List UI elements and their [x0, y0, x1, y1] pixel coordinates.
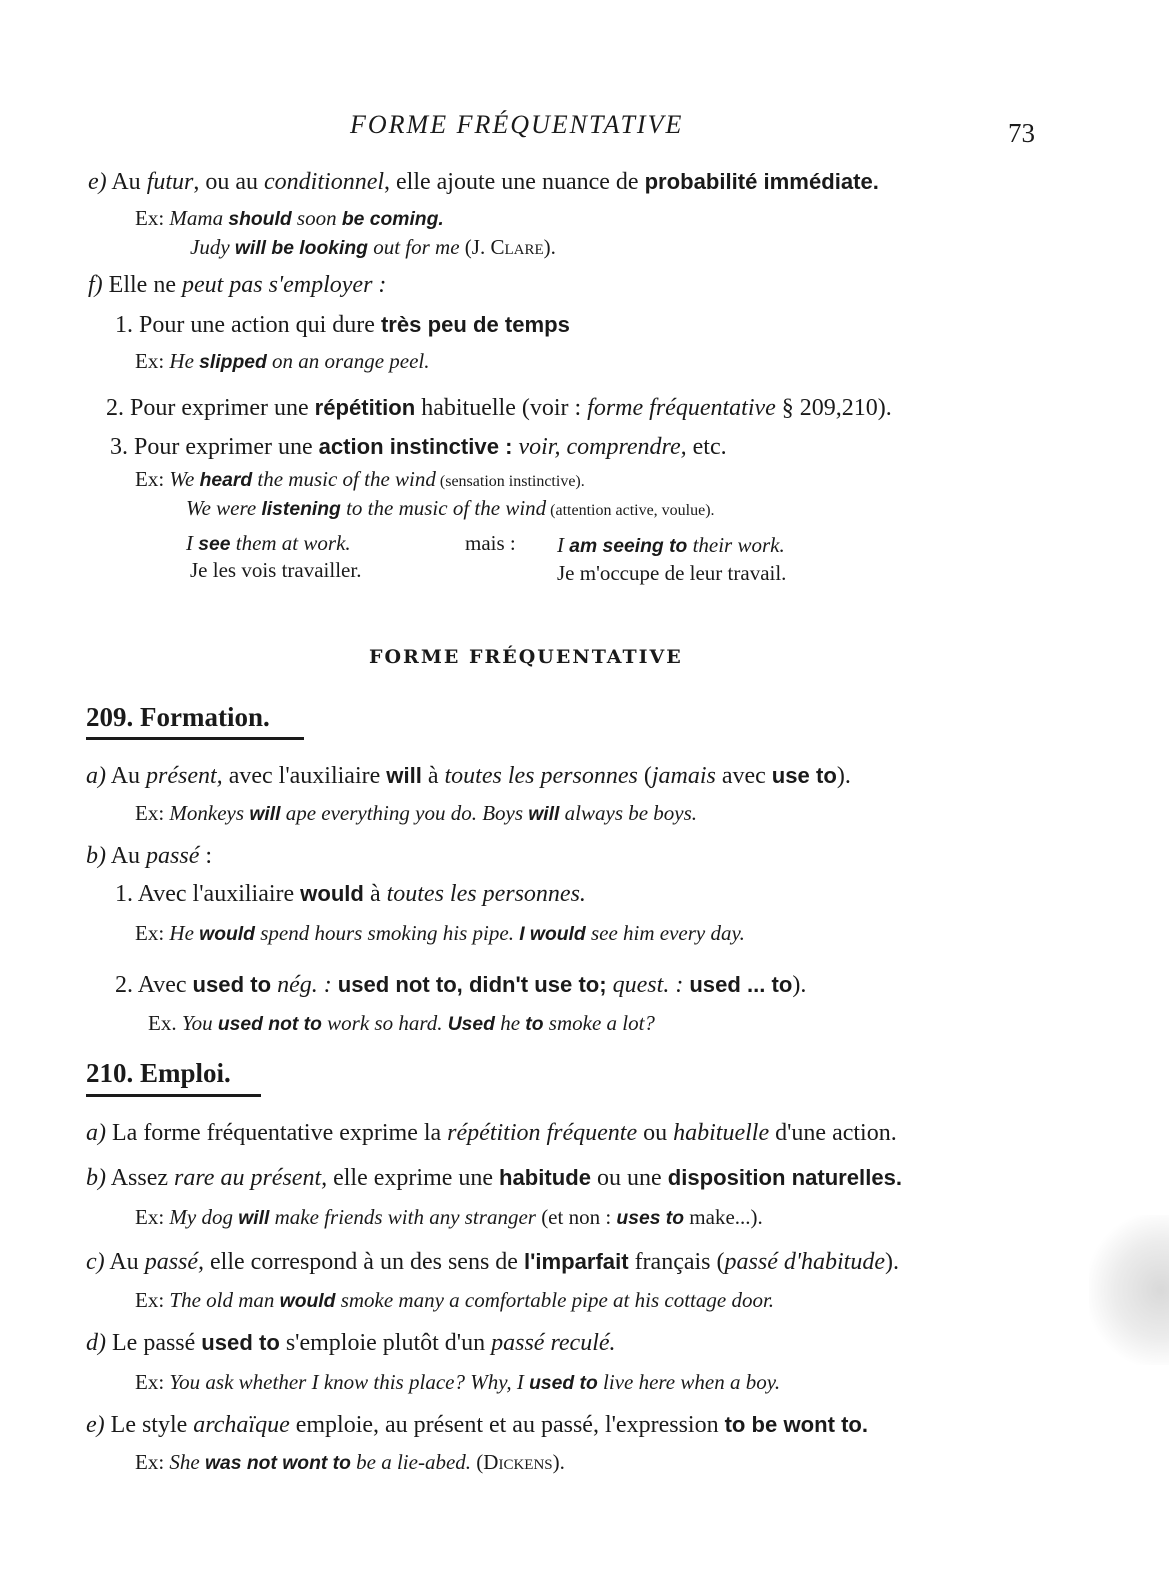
text-italic: to the music of the wind	[340, 496, 547, 520]
item-c	[86, 1247, 899, 1277]
example-label: Ex:	[135, 349, 170, 373]
text-bold-italic: would	[199, 924, 255, 945]
text-italic: My dog	[169, 1205, 239, 1229]
text-italic: toutes les personnes	[444, 763, 638, 789]
text-bold-italic: to	[525, 1014, 544, 1035]
text-bold-italic: used to	[529, 1373, 598, 1394]
text-italic: rare au présent,	[174, 1165, 328, 1191]
text-italic: toutes les personnes.	[386, 881, 586, 907]
example-line: Je les vois travailler.	[190, 558, 362, 582]
item-marker: 2.	[106, 395, 124, 421]
text: Au	[110, 763, 147, 789]
text-bold: disposition naturelles.	[667, 1165, 903, 1190]
text-italic: We	[169, 467, 200, 491]
text-italic: always be boys.	[559, 801, 698, 825]
text-bold-italic: would	[279, 1291, 336, 1312]
subitem-1	[115, 310, 570, 340]
example-label: Ex:	[135, 467, 170, 491]
text-italic: ape everything you do. Boys	[280, 801, 529, 825]
text: Avec	[137, 972, 193, 998]
example-line: mais :	[465, 531, 516, 555]
text-italic: conditionnel	[264, 169, 385, 195]
example-line	[186, 493, 715, 526]
text: , elle ajoute une nuance de	[384, 169, 645, 195]
text-italic: He	[169, 349, 200, 373]
note: (sensation instinctive).	[435, 473, 585, 490]
text: elle correspond à un des sens de	[204, 1249, 524, 1275]
text: Le style	[110, 1412, 194, 1438]
example-label: Ex:	[135, 801, 170, 825]
text-italic: their work.	[687, 533, 785, 557]
text-bold-italic: Used	[447, 1014, 495, 1035]
text: avec	[715, 763, 772, 789]
text-bold: would	[300, 881, 364, 906]
text: Pour une action qui dure	[139, 312, 381, 338]
item-b	[86, 1163, 902, 1193]
example-line	[135, 203, 444, 235]
item-marker: e)	[88, 169, 107, 195]
heading-underline	[86, 737, 304, 740]
text-italic: soon	[291, 206, 342, 230]
text: français (	[628, 1249, 725, 1275]
item-d	[86, 1328, 616, 1358]
text: Assez	[110, 1165, 175, 1191]
text: ou une	[591, 1165, 668, 1191]
text-bold: used not to, didn't use to;	[337, 972, 607, 997]
item-f	[88, 270, 386, 300]
text-italic: Judy	[190, 235, 235, 259]
example-line	[135, 918, 745, 950]
text: ).	[884, 1249, 899, 1275]
text-italic: see him every day.	[585, 921, 745, 945]
text-italic: archaïque	[193, 1412, 290, 1438]
text: avec l'auxiliaire	[222, 763, 387, 789]
text-bold: action instinctive :	[318, 434, 513, 459]
text-bold-italic: uses to	[616, 1208, 685, 1229]
text-bold-italic: see	[198, 534, 231, 555]
text-italic: Mama	[169, 206, 229, 230]
text-bold: très peu de temps	[380, 312, 570, 337]
example-line	[190, 232, 556, 264]
item-e-futur	[88, 167, 879, 197]
text-bold-italic: I would	[519, 924, 586, 945]
item-marker: 1.	[115, 881, 133, 907]
subitem-2	[115, 970, 806, 1000]
text: emploie, au présent et au passé, l'expression	[289, 1412, 725, 1438]
text: (	[471, 1450, 484, 1474]
text-italic: passé reculé.	[491, 1330, 616, 1356]
text-bold-italic: should	[228, 209, 292, 230]
text: Au	[110, 843, 147, 869]
text-bold-italic: will be looking	[234, 238, 368, 259]
heading-underline	[86, 1094, 261, 1097]
text-italic: The old man	[169, 1288, 280, 1312]
example-label: Ex:	[135, 1205, 170, 1229]
item-e	[86, 1410, 868, 1440]
text: à	[363, 881, 387, 907]
text-bold: l'imparfait	[523, 1249, 629, 1274]
text-italic: We were	[186, 496, 262, 520]
text-bold-italic: used not to	[217, 1014, 322, 1035]
text-bold-italic: will	[249, 804, 281, 825]
text-bold-italic: will	[238, 1208, 270, 1229]
text: ou	[637, 1120, 674, 1146]
text-italic: She	[169, 1450, 205, 1474]
text-bold: used to	[192, 972, 272, 997]
heading-209: 209. Formation.	[86, 702, 270, 732]
example-line: Je m'occupe de leur travail.	[557, 561, 787, 585]
text-italic: the music of the wind	[252, 467, 436, 491]
text-italic: passé	[146, 843, 200, 869]
example-line	[135, 1285, 774, 1317]
example-line	[135, 1367, 780, 1399]
text-italic: You ask whether I know this place? Why, I	[169, 1370, 530, 1394]
item-marker: a)	[86, 1120, 106, 1146]
text-bold: will	[386, 763, 422, 788]
item-marker: b)	[86, 843, 106, 869]
text-bold: probabilité immédiate.	[644, 169, 879, 194]
text-bold-italic: will	[528, 804, 560, 825]
example-label: Ex.	[148, 1011, 182, 1035]
text: (et non :	[535, 1205, 617, 1229]
text: :	[199, 843, 213, 869]
text: etc.	[686, 434, 727, 460]
item-marker: e)	[86, 1412, 105, 1438]
text-italic: them at work.	[230, 531, 351, 555]
text-italic: présent,	[146, 763, 223, 789]
text: Elle ne	[108, 272, 182, 298]
text: Pour exprimer une	[134, 434, 319, 460]
text: , ou au	[193, 169, 265, 195]
example-label: Ex:	[135, 921, 170, 945]
text-italic: quest. :	[612, 972, 684, 998]
example-label: Ex:	[135, 206, 170, 230]
text-italic: he	[494, 1011, 526, 1035]
item-b	[86, 841, 212, 871]
text-italic: spend hours smoking his pipe.	[254, 921, 520, 945]
page-smudge	[1089, 1215, 1169, 1365]
text: elle exprime une	[327, 1165, 500, 1191]
text-bold: habitude	[499, 1165, 592, 1190]
text-italic: out for me	[367, 235, 460, 259]
text-italic: voir, comprendre,	[518, 434, 687, 460]
running-head: FORME FRÉQUENTATIVE	[350, 110, 684, 139]
text-bold-italic: am seeing	[569, 536, 664, 557]
text-italic: Monkeys	[169, 801, 250, 825]
example-line	[135, 346, 430, 378]
text-italic: smoke a lot?	[543, 1011, 655, 1035]
text-bold-italic: was not wont to	[205, 1453, 351, 1474]
text-italic: passé,	[144, 1249, 205, 1275]
subitem-1	[115, 879, 586, 909]
text-italic: nég. :	[277, 972, 332, 998]
text: habituelle (voir :	[415, 395, 588, 421]
author-name: Dickens	[483, 1450, 553, 1474]
text: make...).	[684, 1205, 763, 1229]
text: ).	[543, 235, 556, 259]
text: ).	[792, 972, 807, 998]
text: Avec l'auxiliaire	[137, 881, 301, 907]
text: (J.	[459, 235, 491, 259]
text-bold-italic: to	[663, 536, 688, 557]
text-bold-italic: slipped	[199, 352, 267, 373]
item-marker: a)	[86, 763, 106, 789]
text-bold-italic: be coming.	[341, 209, 444, 230]
text: Pour exprimer une	[130, 395, 315, 421]
text-italic: I	[557, 533, 570, 557]
subitem-2	[106, 393, 892, 423]
example-label: Ex:	[135, 1450, 170, 1474]
text-italic: forme fréquentative	[587, 395, 776, 421]
example-line	[135, 1447, 565, 1479]
text: d'une action.	[769, 1120, 897, 1146]
text: La forme fréquentative exprime la	[112, 1120, 448, 1146]
text: s'emploie plutôt d'un	[279, 1330, 492, 1356]
text-italic: be a lie-abed.	[350, 1450, 472, 1474]
note: (attention active, voulue).	[546, 502, 715, 519]
text-italic: live here when a boy.	[597, 1370, 781, 1394]
heading-210: 210. Emploi.	[86, 1058, 231, 1088]
author-name: Clare	[490, 235, 544, 259]
text-bold: used ... to	[689, 972, 793, 997]
text-italic: work so hard.	[321, 1011, 448, 1035]
text-italic: make friends with any stranger	[269, 1205, 536, 1229]
text: Le passé	[112, 1330, 202, 1356]
text: ).	[552, 1450, 565, 1474]
item-marker: 3.	[110, 434, 128, 460]
item-marker: 1.	[115, 312, 133, 338]
text: Au	[111, 169, 147, 195]
subitem-3	[110, 432, 727, 462]
text-italic: on an orange peel.	[266, 349, 430, 373]
text-bold: used to	[201, 1330, 280, 1355]
text-italic: passé d'habitude	[724, 1249, 885, 1275]
text-italic: répétition fréquente	[447, 1120, 638, 1146]
page-number: 73	[1008, 118, 1035, 148]
text-italic: He	[169, 921, 200, 945]
text: § 209,210).	[775, 395, 892, 421]
text-bold-italic: heard	[199, 470, 253, 491]
text-bold-italic: listening	[261, 499, 341, 520]
text-italic: I	[186, 531, 199, 555]
item-marker: f)	[88, 272, 103, 298]
text: Au	[109, 1249, 145, 1275]
item-a	[86, 1118, 897, 1148]
text-bold: répétition	[314, 395, 416, 420]
item-marker: b)	[86, 1165, 106, 1191]
text-bold: to be wont to.	[724, 1412, 869, 1437]
example-label: Ex:	[135, 1370, 170, 1394]
text-bold: use to	[771, 763, 837, 788]
text: ).	[836, 763, 851, 789]
example-label: Ex:	[135, 1288, 170, 1312]
item-marker: 2.	[115, 972, 133, 998]
text-italic: You	[181, 1011, 218, 1035]
text: à	[421, 763, 445, 789]
text-italic: habituelle	[673, 1120, 770, 1146]
example-line	[135, 798, 697, 830]
example-line	[148, 1008, 655, 1040]
section-title: FORME FRÉQUENTATIVE	[369, 646, 683, 668]
item-a	[86, 761, 851, 791]
text-italic: jamais	[651, 763, 716, 789]
item-marker: d)	[86, 1330, 106, 1356]
text-italic: peut pas s'employer :	[181, 272, 387, 298]
text-italic: futur	[146, 169, 194, 195]
text: (	[637, 763, 652, 789]
text-italic: smoke many a comfortable pipe at his cottage door.	[335, 1288, 775, 1312]
example-line	[135, 1202, 763, 1234]
item-marker: c)	[86, 1249, 105, 1275]
